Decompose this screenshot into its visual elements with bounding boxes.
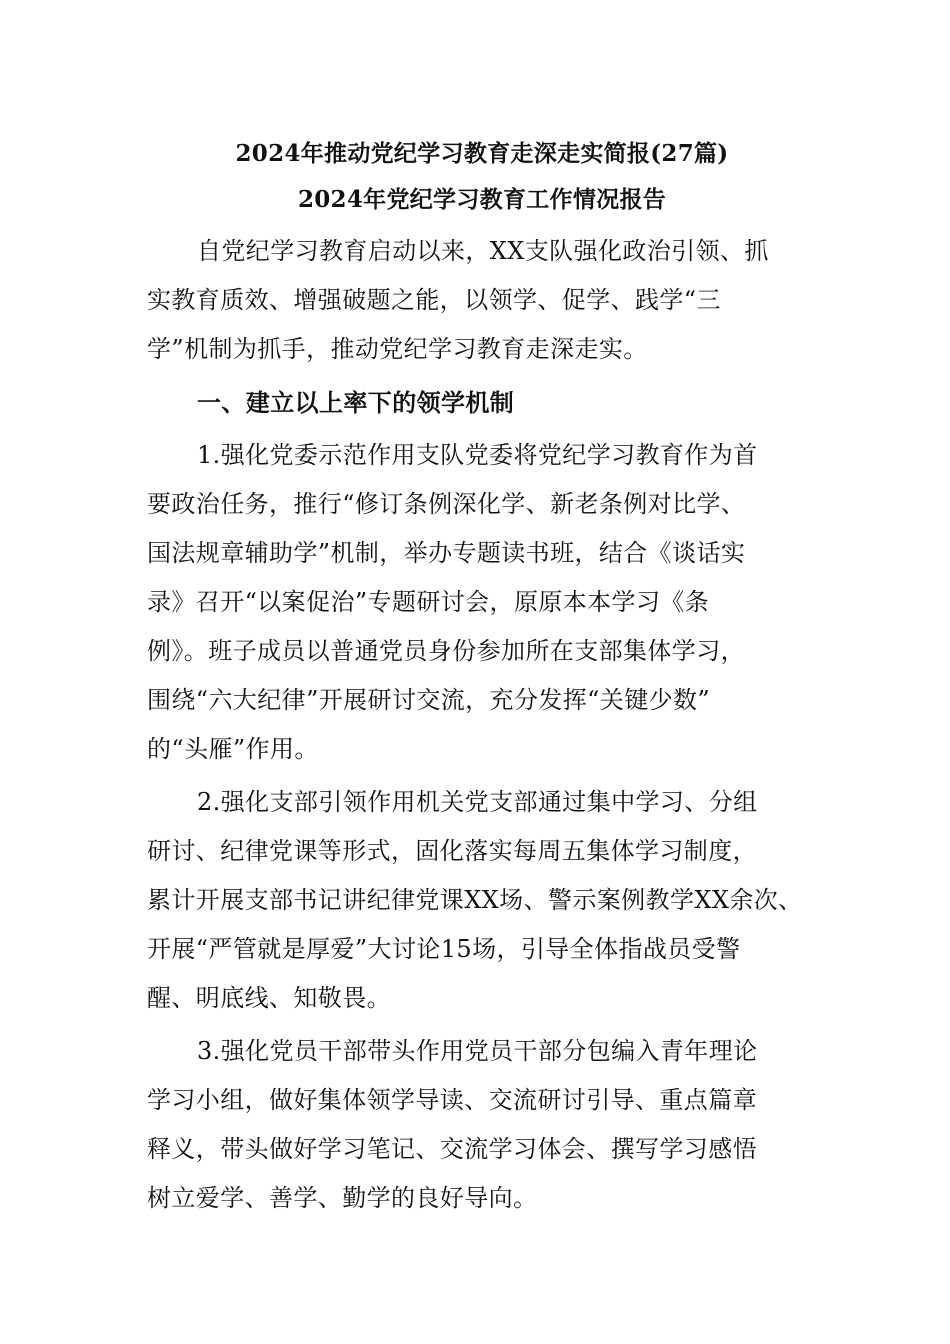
document-page — [147, 131, 817, 1223]
document-title: 2024年推动党纪学习教育走深走实简报(27篇) — [235, 140, 729, 167]
text-line: 学习小组，做好集体领学导读、交流研讨引导、重点篇章 — [147, 1086, 757, 1114]
text-line: 研讨、纪律党课等形式，固化落实每周五集体学习制度， — [147, 837, 757, 865]
text-line: 一、建立以上率下的领学机制 — [197, 388, 515, 417]
text-line: 围绕“六大纪律”开展研讨交流，充分发挥“关键少数” — [147, 686, 711, 714]
text-line: 国法规章辅助学”机制，举办专题读书班，结合《谈话实 — [147, 539, 746, 567]
paragraph — [147, 431, 817, 774]
paragraph — [147, 778, 817, 1023]
text-line: 学”机制为抓手，推动党纪学习教育走深走实。 — [147, 335, 648, 363]
text-line: 3.强化党员干部带头作用党员干部分包编入青年理论 — [197, 1037, 758, 1065]
text-line: 自党纪学习教育启动以来，XX支队强化政治引领、抓 — [197, 237, 769, 265]
text-line: 录》召开“以案促治”专题研讨会，原原本本学习《条 — [147, 588, 710, 616]
text-line: 实教育质效、增强破题之能，以领学、促学、践学“三 — [147, 286, 721, 314]
paragraph — [147, 1027, 817, 1223]
section-heading — [147, 378, 817, 427]
document-subtitle: 2024年党纪学习教育工作情况报告 — [297, 186, 667, 213]
document-body — [147, 227, 817, 1223]
text-line: 要政治任务，推行“修订条例深化学、新老条例对比学、 — [147, 490, 746, 518]
text-line: 树立爱学、善学、勤学的良好导向。 — [147, 1184, 538, 1212]
text-line: 开展“严管就是厚爱”大讨论15场，引导全体指战员受警 — [147, 935, 741, 963]
text-line: 醒、明底线、知敬畏。 — [147, 984, 391, 1012]
text-line: 2.强化支部引领作用机关党支部通过集中学习、分组 — [197, 788, 758, 816]
text-line: 例》。班子成员以普通党员身份参加所在支部集体学习， — [147, 637, 745, 665]
text-line: 的“头雁”作用。 — [147, 735, 319, 763]
text-line: 1.强化党委示范作用支队党委将党纪学习教育作为首 — [197, 441, 758, 469]
text-line: 释义，带头做好学习笔记、交流学习体会、撰写学习感悟 — [147, 1135, 757, 1163]
text-line: 累计开展支部书记讲纪律党课XX场、警示案例教学XX余次、 — [147, 886, 803, 914]
paragraph — [147, 227, 817, 374]
